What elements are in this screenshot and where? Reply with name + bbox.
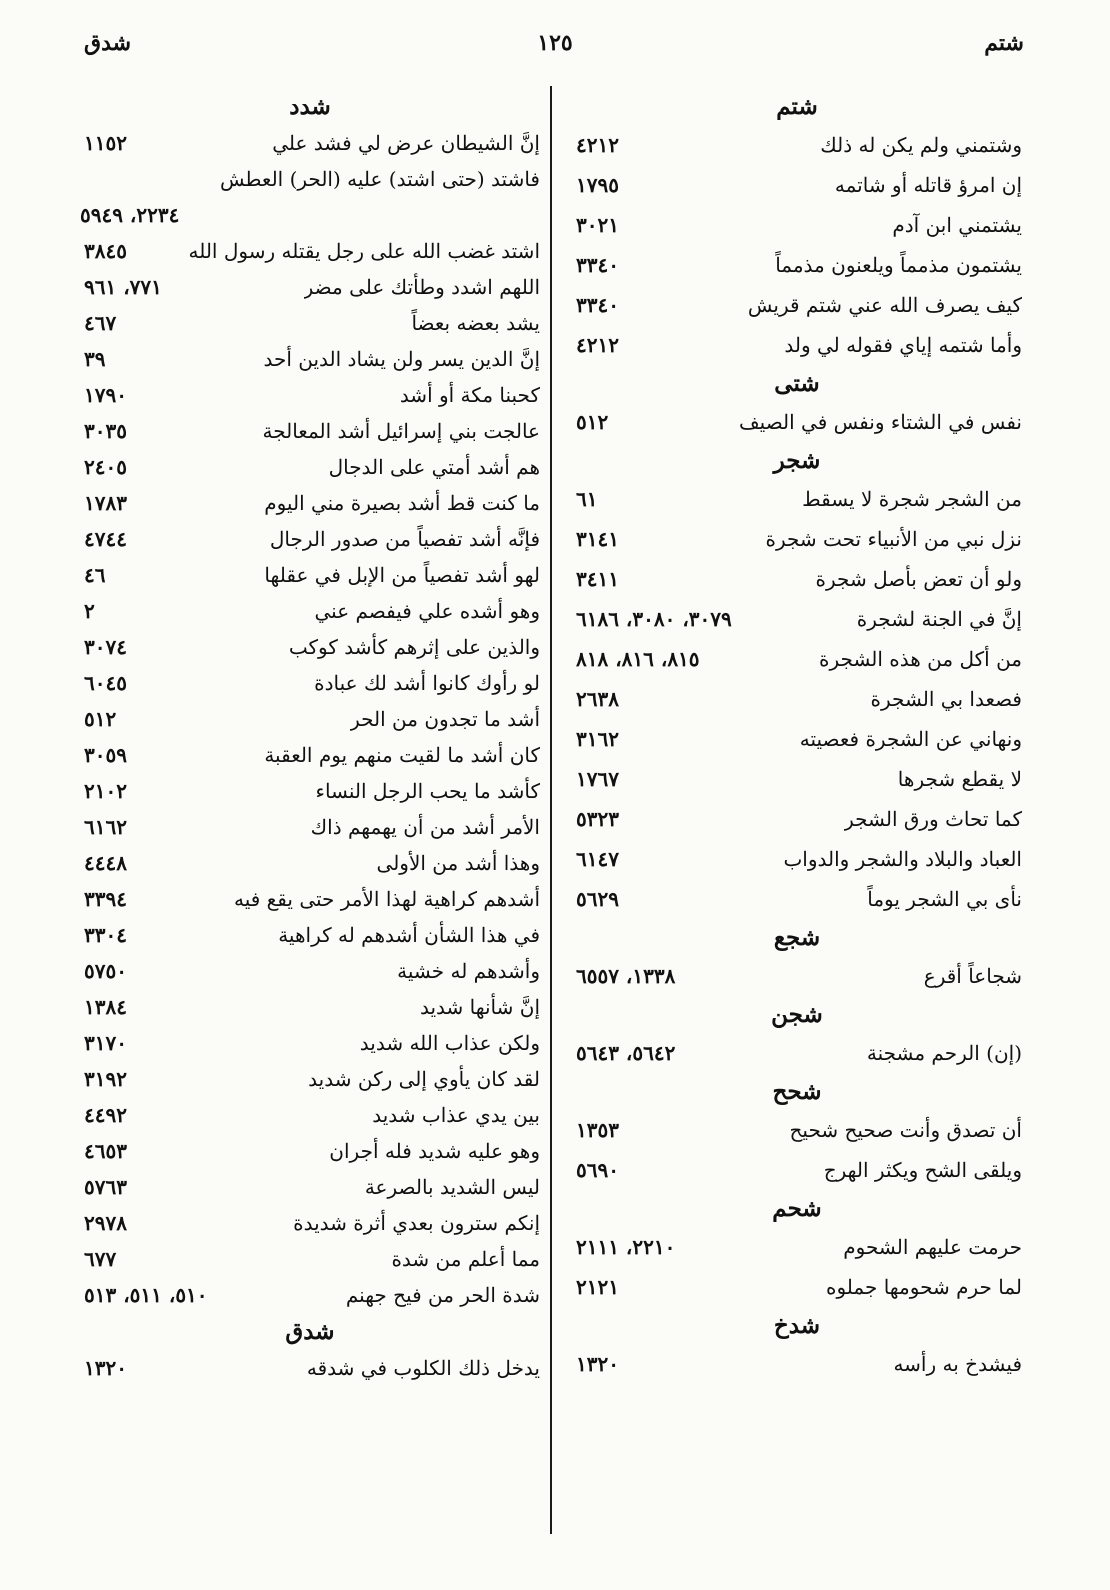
entry-phrase: اشتد غضب الله على رجل يقتله رسول الله — [188, 239, 540, 263]
index-entry — [80, 521, 540, 557]
entry-phrase: يشد بعضه بعضاً — [411, 311, 540, 335]
entry-phrase: يشتمون مذمماً ويلعنون مذمماً — [775, 253, 1022, 277]
index-entry — [572, 559, 1022, 599]
entry-references: ٣٣٤٠ — [576, 253, 619, 277]
entry-references: ٥١٢ — [84, 707, 117, 731]
index-entry — [80, 1350, 540, 1386]
entry-references: ١٣٨٤ — [84, 995, 127, 1019]
index-entry — [572, 325, 1022, 365]
index-entry — [572, 956, 1022, 996]
running-head-last-root: شدق — [84, 30, 132, 56]
index-entry — [80, 125, 540, 161]
entry-phrase: أن تصدق وأنت صحيح شحيح — [789, 1118, 1022, 1142]
entry-references: ٣٠٣٥ — [84, 419, 127, 443]
entry-references: ٤٢١٢ — [576, 333, 619, 357]
entry-references: ٥٦٩٠ — [576, 1158, 619, 1182]
entry-references: ٢١٢١ — [576, 1275, 619, 1299]
entry-phrase: إنَّ شأنها شديد — [419, 995, 540, 1019]
index-entry — [572, 519, 1022, 559]
index-entry — [80, 269, 540, 305]
entry-references: ٢٤٠٥ — [84, 455, 127, 479]
entry-phrase: نزل نبي من الأنبياء تحت شجرة — [765, 527, 1022, 551]
right-index-column — [572, 88, 1022, 1384]
entry-references: ٣٠٧٤ — [84, 635, 127, 659]
entry-phrase: لقد كان يأوي إلى ركن شديد — [308, 1067, 540, 1091]
index-entry — [80, 953, 540, 989]
entry-references: ٥١٠، ٥١١، ٥١٣ — [84, 1283, 208, 1307]
entry-phrase: نفس في الشتاء ونفس في الصيف — [738, 410, 1022, 434]
entry-references: ٥٣٢٣ — [576, 807, 619, 831]
entry-references: ٣١٤١ — [576, 527, 619, 551]
entry-phrase: ونهاني عن الشجرة فعصيته — [799, 727, 1022, 751]
entry-phrase: لما حرم شحومها جملوه — [826, 1275, 1022, 1299]
entry-references: ١٣٥٣ — [576, 1118, 619, 1142]
page-number: ١٢٥ — [537, 30, 573, 56]
entry-phrase: كيف يصرف الله عني شتم قريش — [747, 293, 1022, 317]
entry-phrase: ليس الشديد بالصرعة — [364, 1175, 540, 1199]
index-entry — [80, 629, 540, 665]
index-entry — [572, 165, 1022, 205]
entry-phrase: وشتمني ولم يكن له ذلك — [820, 133, 1022, 157]
index-entry — [572, 759, 1022, 799]
entry-references: ٣٠٢١ — [576, 213, 619, 237]
entry-phrase: عالجت بني إسرائيل أشد المعالجة — [262, 419, 540, 443]
entry-references: ٣٣٤٠ — [576, 293, 619, 317]
index-entry — [572, 245, 1022, 285]
entry-references: ٤٦ — [84, 563, 106, 587]
index-entry — [80, 809, 540, 845]
entry-references: ٤٤٩٢ — [84, 1103, 127, 1127]
index-entry — [80, 1133, 540, 1169]
root-heading: شدد — [289, 93, 331, 120]
entry-references: ٢٢١٠، ٢١١١ — [576, 1235, 676, 1259]
entry-phrase: حرمت عليهم الشحوم — [843, 1235, 1022, 1259]
entry-phrase: (إن) الرحم مشجنة — [866, 1041, 1022, 1065]
index-entry — [80, 845, 540, 881]
entry-references: ٦١٦٢ — [84, 815, 127, 839]
entry-references: ٧٧١، ٩٦١ — [84, 275, 162, 299]
entry-phrase: إنَّ الشيطان عرض لي فشد علي — [272, 131, 540, 155]
entry-phrase: كحبنا مكة أو أشد — [399, 383, 540, 407]
entry-phrase: ويلقى الشح ويكثر الهرج — [823, 1158, 1022, 1182]
entry-references: ٣١٧٠ — [84, 1031, 127, 1055]
entry-references: ٤٧٤٤ — [84, 527, 127, 551]
entry-phrase: وأشدهم له خشية — [397, 959, 540, 983]
index-entry — [572, 639, 1022, 679]
entry-phrase: لا يقطع شجرها — [897, 767, 1022, 791]
entry-phrase: مما أعلم من شدة — [391, 1247, 540, 1271]
entry-phrase: وهو عليه شديد فله أجران — [329, 1139, 540, 1163]
entry-phrase: وهو أشده علي فيفصم عني — [314, 599, 540, 623]
entry-references: ٥٧٦٣ — [84, 1175, 127, 1199]
entry-references: ٤٦٥٣ — [84, 1139, 127, 1163]
index-entry — [80, 233, 540, 269]
index-entry — [572, 1227, 1022, 1267]
index-entry — [80, 557, 540, 593]
column-divider — [550, 86, 552, 1534]
index-entry — [572, 402, 1022, 442]
root-heading: شدق — [285, 1318, 335, 1345]
entry-references: ٢٦٣٨ — [576, 687, 619, 711]
index-entry — [80, 485, 540, 521]
index-entry — [572, 599, 1022, 639]
entry-phrase: الأمر أشد من أن يهمهم ذاك — [310, 815, 540, 839]
entry-references: ٦١ — [576, 487, 598, 511]
entry-references: ٥٧٥٠ — [84, 959, 127, 983]
index-entry — [80, 1205, 540, 1241]
entry-phrase: كأشد ما يحب الرجل النساء — [315, 779, 540, 803]
entry-phrase: اللهم اشدد وطأتك على مضر — [303, 275, 540, 299]
index-entry — [80, 305, 540, 341]
index-entry — [572, 1150, 1022, 1190]
entry-phrase: ولو أن تعض بأصل شجرة — [815, 567, 1022, 591]
left-index-column — [80, 88, 540, 1386]
entry-references: ١٣٢٠ — [84, 1356, 127, 1380]
entry-phrase: كان أشد ما لقيت منهم يوم العقبة — [264, 743, 540, 767]
entry-phrase: يدخل ذلك الكلوب في شدقه — [306, 1356, 540, 1380]
entry-phrase: إنكم سترون بعدي أثرة شديدة — [293, 1211, 540, 1235]
entry-phrase: فإنَّه أشد تفصياً من صدور الرجال — [269, 527, 540, 551]
entry-phrase: يشتمني ابن آدم — [892, 213, 1022, 237]
index-entry — [572, 1033, 1022, 1073]
entry-phrase: هم أشد أمتي على الدجال — [328, 455, 540, 479]
entry-references: ٣٩ — [84, 347, 106, 371]
entry-phrase: لو رأوك كانوا أشد لك عبادة — [314, 671, 540, 695]
index-entry — [80, 593, 540, 629]
root-heading: شجر — [773, 447, 821, 474]
entry-phrase: من الشجر شجرة لا يسقط — [802, 487, 1022, 511]
entry-references: ٣٨٤٥ — [84, 239, 127, 263]
index-entry — [80, 737, 540, 773]
index-entry — [80, 773, 540, 809]
entry-references: ١٧٩٥ — [576, 173, 619, 197]
index-entry — [80, 449, 540, 485]
index-entry — [80, 1277, 540, 1313]
index-entry — [572, 285, 1022, 325]
entry-phrase: أشد ما تجدون من الحر — [350, 707, 540, 731]
entry-references: ٨١٥، ٨١٦، ٨١٨ — [576, 647, 700, 671]
entry-phrase: ما كنت قط أشد بصيرة مني اليوم — [264, 491, 540, 515]
entry-phrase: إنَّ الدين يسر ولن يشاد الدين أحد — [263, 347, 540, 371]
entry-phrase: العباد والبلاد والشجر والدواب — [783, 847, 1022, 871]
entry-references: ٤٦٧ — [84, 311, 117, 335]
index-entry — [80, 161, 540, 197]
entry-phrase: والذين على إثرهم كأشد كوكب — [288, 635, 540, 659]
index-entry — [572, 1110, 1022, 1150]
index-entry — [572, 839, 1022, 879]
index-entry — [572, 1344, 1022, 1384]
entry-references: ١٧٨٣ — [84, 491, 127, 515]
entry-references-continued: ٢٢٣٤، ٥٩٤٩ — [80, 203, 180, 227]
entry-phrase: فصعدا بي الشجرة — [870, 687, 1022, 711]
index-entry — [80, 881, 540, 917]
root-heading: شجن — [771, 1001, 823, 1028]
entry-references: ٦٠٤٥ — [84, 671, 127, 695]
entry-references: ٣٣٠٤ — [84, 923, 127, 947]
entry-references: ٢٩٧٨ — [84, 1211, 127, 1235]
index-entry — [80, 1025, 540, 1061]
index-entry — [80, 1061, 540, 1097]
entry-phrase: إن امرؤ قاتله أو شاتمه — [834, 173, 1022, 197]
entry-phrase: إنَّ في الجنة لشجرة — [856, 607, 1022, 631]
entry-phrase: بين يدي عذاب شديد — [372, 1103, 540, 1127]
index-entry — [572, 1267, 1022, 1307]
index-entry — [572, 205, 1022, 245]
entry-references: ٣٠٥٩ — [84, 743, 127, 767]
entry-phrase: وهذا أشد من الأولى — [376, 851, 540, 875]
index-entry — [572, 125, 1022, 165]
index-entry — [80, 665, 540, 701]
entry-phrase: نأى بي الشجر يوماً — [867, 887, 1022, 911]
entry-references: ٣١٦٢ — [576, 727, 619, 751]
index-entry — [80, 341, 540, 377]
entry-phrase: في هذا الشأن أشدهم له كراهية — [278, 923, 540, 947]
entry-references: ١٣٣٨، ٦٥٥٧ — [576, 964, 676, 988]
entry-phrase: لهو أشد تفصياً من الإبل في عقلها — [264, 563, 540, 587]
entry-phrase: وأما شتمه إياي فقوله لي ولد — [784, 333, 1022, 357]
index-entry — [80, 413, 540, 449]
entry-phrase: فيشدخ به رأسه — [893, 1352, 1022, 1376]
running-head-first-root: شتم — [984, 30, 1024, 56]
entry-references: ٥٦٤٢، ٥٦٤٣ — [576, 1041, 676, 1065]
root-heading: شتى — [774, 370, 820, 397]
index-entry — [80, 989, 540, 1025]
entry-phrase: من أكل من هذه الشجرة — [819, 647, 1022, 671]
entry-references: ١٣٢٠ — [576, 1352, 619, 1376]
entry-references: ٣٠٧٩، ٣٠٨٠، ٦١٨٦ — [576, 607, 732, 631]
entry-references: ١٧٩٠ — [84, 383, 127, 407]
index-entry — [80, 917, 540, 953]
entry-references: ٢ — [84, 599, 95, 623]
entry-phrase: أشدهم كراهية لهذا الأمر حتى يقع فيه — [233, 887, 540, 911]
index-entry — [80, 1169, 540, 1205]
root-heading: شدخ — [773, 1312, 821, 1339]
root-heading: شحح — [772, 1078, 822, 1105]
entry-references — [80, 161, 84, 197]
entry-phrase: فاشتد (حتى اشتد) عليه (الحر) العطش — [220, 167, 540, 191]
entry-references: ٥١٢ — [576, 410, 609, 434]
entry-references: ٦١٤٧ — [576, 847, 619, 871]
entry-references: ٤٢١٢ — [576, 133, 619, 157]
index-entry — [572, 879, 1022, 919]
index-entry — [572, 719, 1022, 759]
entry-phrase: شجاعاً أقرع — [923, 964, 1022, 988]
index-entry — [80, 701, 540, 737]
index-entry — [572, 679, 1022, 719]
index-entry — [80, 1241, 540, 1277]
entry-references: ٢١٠٢ — [84, 779, 127, 803]
index-entry — [572, 479, 1022, 519]
entry-references: ٣١٩٢ — [84, 1067, 127, 1091]
entry-references: ٥٦٢٩ — [576, 887, 619, 911]
entry-references: ١٧٦٧ — [576, 767, 619, 791]
entry-phrase: شدة الحر من فيح جهنم — [345, 1283, 540, 1307]
entry-references: ١١٥٢ — [84, 131, 127, 155]
root-heading: شتم — [776, 93, 818, 120]
root-heading: شحم — [772, 1195, 822, 1222]
entry-references: ٦٧٧ — [84, 1247, 117, 1271]
index-entry — [80, 1097, 540, 1133]
entry-phrase: ولكن عذاب الله شديد — [359, 1031, 540, 1055]
index-entry — [80, 377, 540, 413]
index-entry — [572, 799, 1022, 839]
entry-references: ٤٤٤٨ — [84, 851, 127, 875]
entry-references: ٣٣٩٤ — [84, 887, 127, 911]
root-heading: شجع — [773, 924, 821, 951]
entry-phrase: كما تحاث ورق الشجر — [844, 807, 1022, 831]
entry-references: ٣٤١١ — [576, 567, 619, 591]
